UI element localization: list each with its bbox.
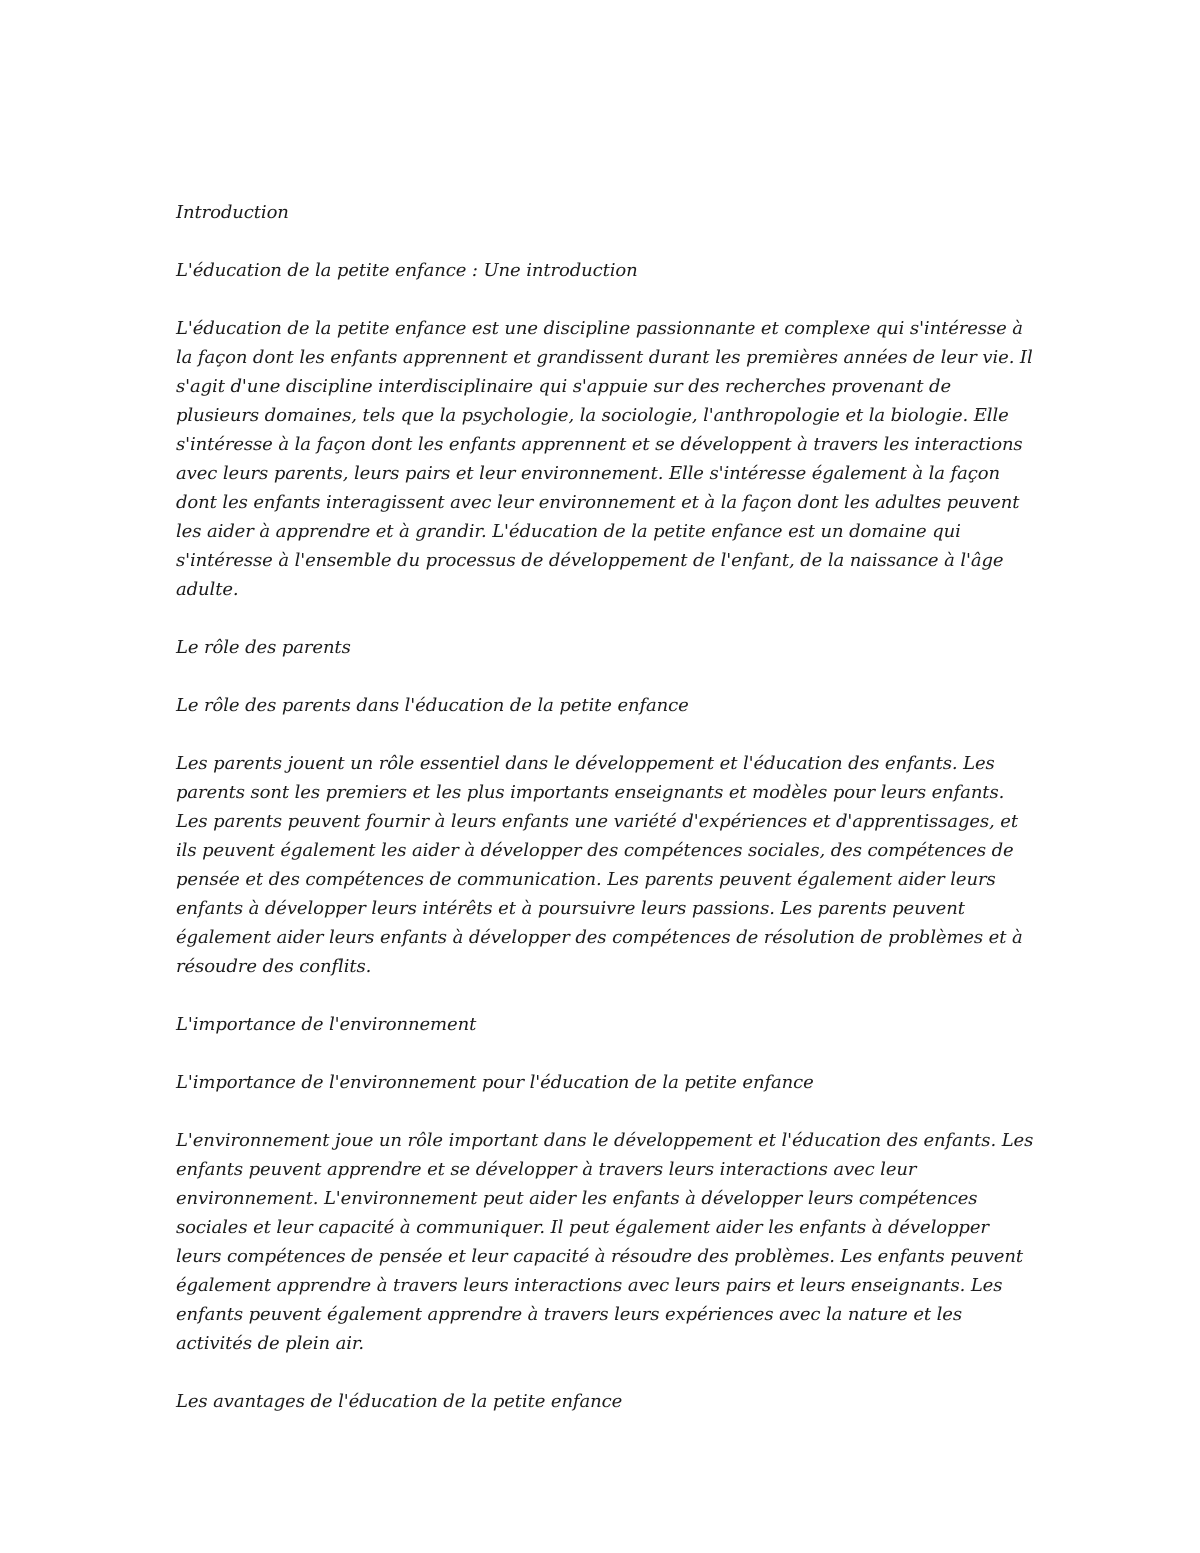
section-heading-advantages: Les avantages de l'éducation de la petite enfance — [176, 1391, 623, 1412]
section-heading-parents: Le rôle des parents — [176, 637, 351, 658]
paragraph-environment: L'environnement joue un rôle important dans le développement et l'éducation des enfants. Les enfants peuvent apprendre et se développer à travers leurs interactions avec leur environnement. L'environnement peut aider les enfants à développer leurs compétences sociales et leur capacité à communiquer. Il peut également aider les enfants à développer leurs compétences de pensée et leur capacité à résoudre des problèmes. Les enfants peuvent également apprendre à travers leurs interactions avec leurs pairs et leurs enseignants. Les enfants peuvent également apprendre à travers leurs expériences avec la nature et les activités de plein air. — [176, 1130, 1034, 1354]
section-subheading-environment: L'importance de l'environnement pour l'éducation de la petite enfance — [176, 1072, 814, 1093]
section-heading-introduction: Introduction — [176, 202, 289, 223]
section-subheading-introduction: L'éducation de la petite enfance : Une introduction — [176, 260, 638, 281]
paragraph-parents: Les parents jouent un rôle essentiel dans le développement et l'éducation des enfants. Les parents sont les premiers et les plus importants enseignants et modèles pour leurs enfants. Les parents peuvent fournir à leurs enfants une variété d'expériences et d'apprentissages, et ils peuvent également les aider à développer des compétences sociales, des compétences de pensée et des compétences de communication. Les parents peuvent également aider leurs enfants à développer leurs intérêts et à poursuivre leurs passions. Les parents peuvent également aider leurs enfants à développer des compétences de résolution de problèmes et à résoudre des conflits. — [176, 753, 1023, 977]
section-subheading-parents: Le rôle des parents dans l'éducation de la petite enfance — [176, 695, 689, 716]
paragraph-introduction: L'éducation de la petite enfance est une discipline passionnante et complexe qui s'intéresse à la façon dont les enfants apprennent et grandissent durant les premières années de leur vie. Il s'agit d'une discipline interdisciplinaire qui s'appuie sur des recherches provenant de plusieurs domaines, tels que la psychologie, la sociologie, l'anthropologie et la biologie. Elle s'intéresse à la façon dont les enfants apprennent et se développent à travers les interactions avec leurs parents, leurs pairs et leur environnement. Elle s'intéresse également à la façon dont les enfants interagissent avec leur environnement et à la façon dont les adultes peuvent les aider à apprendre et à grandir. L'éducation de la petite enfance est un domaine qui s'intéresse à l'ensemble du processus de développement de l'enfant, de la naissance à l'âge adulte. — [176, 318, 1033, 600]
document-page — [176, 198, 1036, 1445]
section-heading-environment: L'importance de l'environnement — [176, 1014, 477, 1035]
